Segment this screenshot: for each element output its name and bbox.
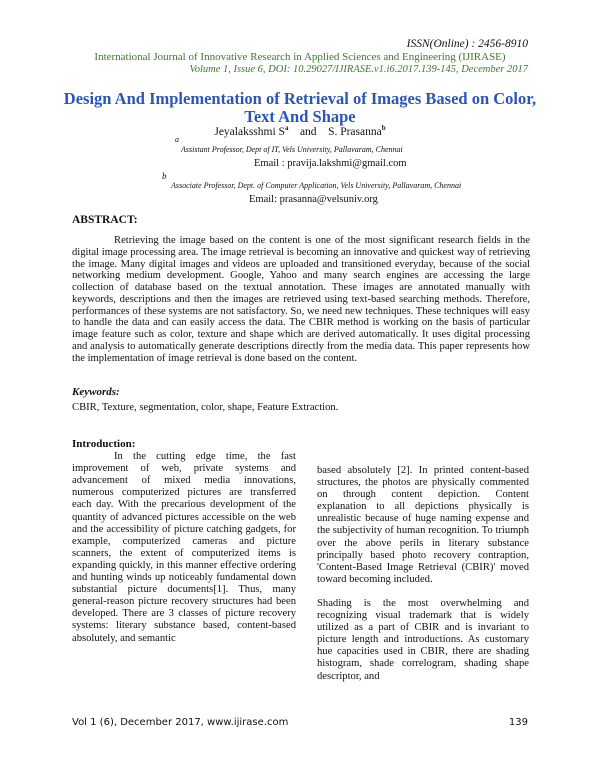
- affiliation-a: Assistant Professor, Dept of IT, Vels University, Pallavaram, Chennai: [181, 145, 403, 154]
- author-1-name: Jeyalaksshmi S: [214, 125, 285, 138]
- footer-citation: Vol 1 (6), December 2017, www.ijirase.com: [72, 717, 289, 728]
- keywords-text: CBIR, Texture, segmentation, color, shape, Feature Extraction.: [72, 402, 339, 413]
- page-number: 139: [508, 717, 528, 728]
- author-2-superscript: b: [381, 124, 386, 132]
- author-conjunction: and: [299, 125, 317, 138]
- abstract-heading: ABSTRACT:: [72, 214, 138, 226]
- keywords-heading: Keywords:: [72, 386, 120, 398]
- author-1-superscript: a: [284, 124, 289, 132]
- author-2-name: S. Prasanna: [328, 125, 382, 138]
- email-b: Email: prasanna@velsuniv.org: [249, 194, 378, 205]
- volume-doi-line: Volume 1, Issue 6, DOI: 10.29027/IJIRASE.v1.i6.2017.139-145, December 2017: [189, 64, 528, 75]
- affiliation-b: Associate Professor, Dept. of Computer Application, Vels University, Pallavaram, Chennai: [171, 181, 462, 190]
- introduction-heading: Introduction:: [72, 438, 136, 450]
- affiliation-a-marker: a: [175, 135, 179, 144]
- abstract-text: Retrieving the image based on the content is one of the most significant research fields in the digital image processing area. The image retrieval is becoming an innovative and quickest way of retrieving the image. Many digital images and videos are uploaded and transitioned everyday, because of the social networking medium development. Google, Yahoo and many search engines are accessing the large collection of database based on the textual annotation. These images are annotated manually with keywords, descriptions and then the images are retrieved using text-based searching methods. Therefore, performances of these systems are not satisfactory. So, we need new techniques. These techniques will easy to handle the data and can easily access the data. The CBIR method is working on the basis of particular image feature such as color, texture and shape which are derived automatically. It uses digital processing and analysis to automatically generate descriptions directly from the media data. This paper represents how the implementation of image retrieval is done based on the content.: [72, 235, 530, 364]
- right-paragraph-2: Shading is the most overwhelming and recognizing visual trademark that is widely utilized as a part of CBIR and is invariant to picture length and introductions. As customary hue capacities used in CBIR, there are shading histogram, shade correlogram, shading shape descriptor, and: [317, 597, 529, 682]
- paper-title: Design And Implementation of Retrieval of Images Based on Color, Text And Shape: [63, 89, 537, 126]
- email-a: Email : pravija.lakshmi@gmail.com: [254, 158, 407, 169]
- body-column-left: [72, 438, 296, 645]
- journal-name: International Journal of Innovative Research in Applied Sciences and Engineering (IJIRASE): [94, 51, 506, 63]
- right-paragraph-1: based absolutely [2]. In printed content-based structures, the photos are physically commented on through content depiction. Content explanation to all depictions physically is unrealistic because of huge naming expense and the subjectivity of human recognition. To triumph over the above perils in literary substance principally based photo recovery contraption, 'Content-Based Image Retrieval (CBIR)' moved toward becoming included.: [317, 465, 529, 585]
- introduction-paragraph: In the cutting edge time, the fast improvement of web, private systems and advancement of mixed media innovations, numerous computerized pictures are transferred each day. With the precarious development of the quantity of advanced pictures accessible on the web and the accessibility of picture catching gadgets, for example, computerized cameras and picture scanners, the extent of computerized items is expanding quickly, in this manner effective ordering and hunting winds up noticeably fundamental down substantial picture documents[1]. Thus, many general-reason picture recovery structures had been developed. There are 3 classes of picture recovery systems: literary substance based, content-based absolutely, and semantic: [72, 451, 296, 644]
- issn-line: ISSN(Online) : 2456-8910: [406, 38, 528, 50]
- affiliation-b-marker: b: [162, 171, 167, 181]
- body-column-right: [317, 465, 529, 683]
- author-line: [0, 124, 600, 138]
